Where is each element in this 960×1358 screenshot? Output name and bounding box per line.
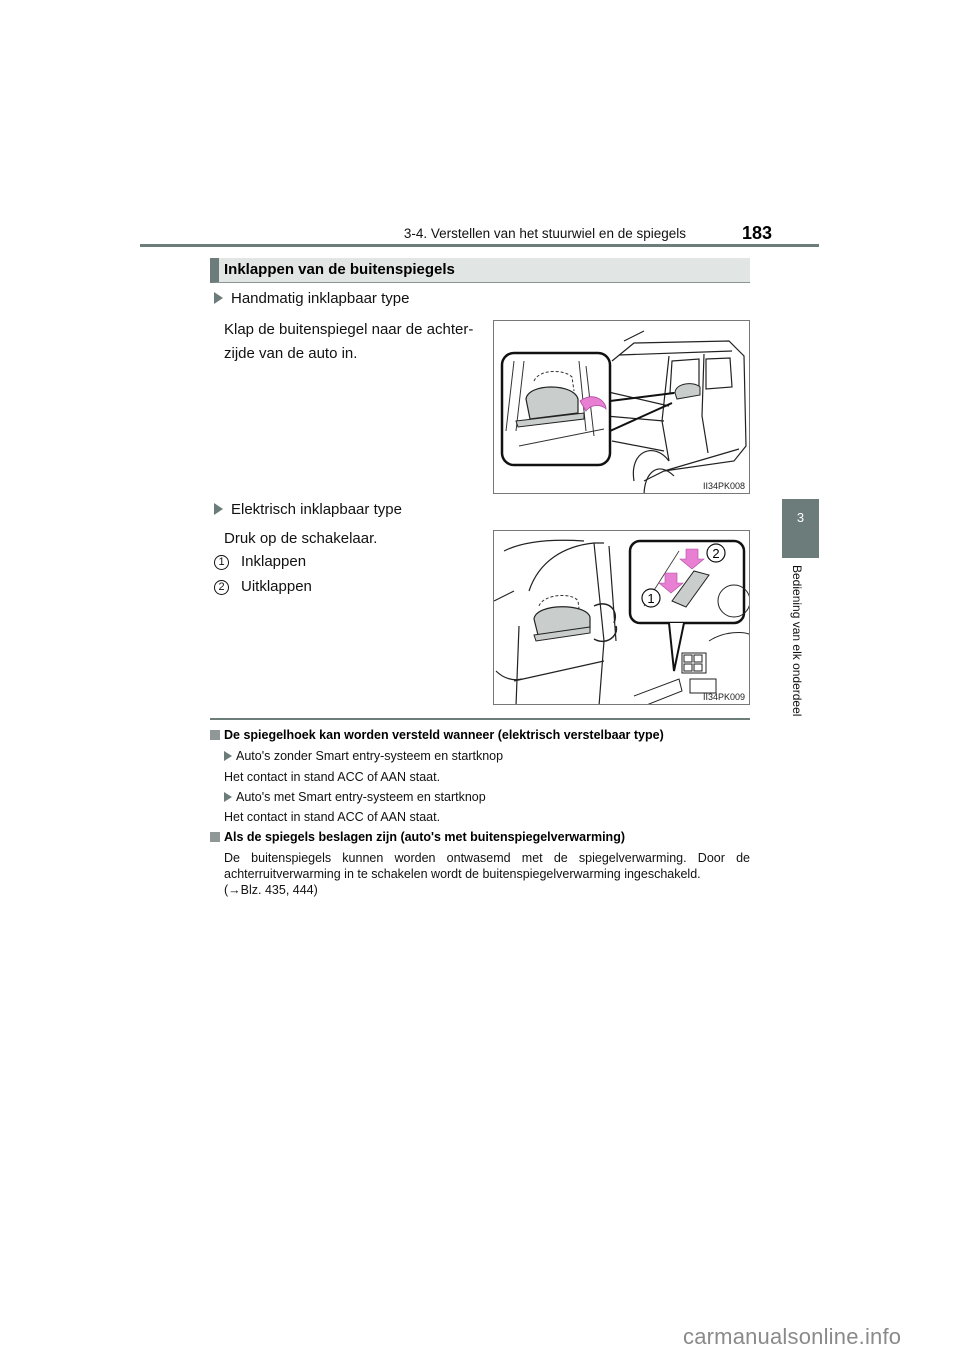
callout-2-label: 2 [712,546,720,561]
page-number: 183 [742,223,773,243]
manual-type-bullet [214,290,409,307]
square-bullet-icon [210,730,220,740]
callout-1-label: 1 [647,591,655,606]
figure-electric-fold-switch [493,530,750,705]
note-paragraph-heating [224,850,750,898]
manual-instruction-line-2: zijde van de auto in. [224,345,358,362]
section-heading-text: Inklappen van de buitenspiegels [224,261,455,278]
number-circle-icon: 1 [214,555,229,570]
note-heading-mirror-angle [210,728,664,742]
chapter-label: Bediening van elk onderdeel [790,565,804,717]
manual-type-label: Handmatig inklapbaar type [231,290,410,307]
note-paragraph-text: De buitenspiegels kunnen worden ontwasemd met de spiegelverwarming. Door de achterruitverwarming in te schakelen wordt de buitenspiegelverwarming ingeschakeld. [224,851,750,881]
note-bullet-text: Auto's zonder Smart entry-systeem en startknop [236,749,504,763]
figure-code: II34PK009 [702,692,745,702]
header-rule [140,244,819,247]
note-text: Het contact in stand ACC of AAN staat. [224,810,441,824]
note-text: Het contact in stand ACC of AAN staat. [224,770,441,784]
chapter-tab [782,499,819,558]
note-heading-text: De spiegelhoek kan worden versteld wanneer (elektrisch verstelbaar type) [224,728,664,742]
number-circle-icon: 2 [214,580,229,595]
watermark: carmanualsonline.info [683,1324,902,1349]
item-uitklappen [214,578,312,595]
note-bullet-text: Auto's met Smart entry-systeem en startknop [236,790,486,804]
note-bullet-without-smart-entry [224,749,503,763]
note-bullet-with-smart-entry [224,790,486,804]
chapter-side-label [788,565,808,745]
figure-code: II34PK008 [702,481,745,491]
triangle-bullet-icon [224,792,232,802]
chapter-number: 3 [796,510,805,525]
electric-type-label: Elektrisch inklapbaar type [231,501,402,518]
door-switch-illustration [494,531,750,705]
square-bullet-icon [210,832,220,842]
manual-instruction [224,318,473,366]
item-label: Uitklappen [241,578,312,595]
manual-instruction-line-1: Klap de buitenspiegel naar de achter- [224,321,474,338]
triangle-bullet-icon [214,503,223,515]
triangle-bullet-icon [214,292,223,304]
truck-mirror-illustration [494,321,750,494]
figure-manual-fold-mirror [493,320,750,494]
triangle-bullet-icon [224,751,232,761]
note-heading-text: Als de spiegels beslagen zijn (auto's met buitenspiegelverwarming) [224,830,625,844]
page-reference-link[interactable]: (→Blz. 435, 444) [224,883,318,897]
section-heading [210,258,750,283]
electric-type-bullet [214,501,402,518]
item-inklappen [214,553,306,570]
chapter-section-title: 3-4. Verstellen van het stuurwiel en de spiegels [403,226,686,241]
electric-instruction: Druk op de schakelaar. [224,530,378,547]
item-label: Inklappen [241,553,307,570]
note-heading-fogged-mirrors [210,830,625,844]
notes-divider [210,718,750,720]
